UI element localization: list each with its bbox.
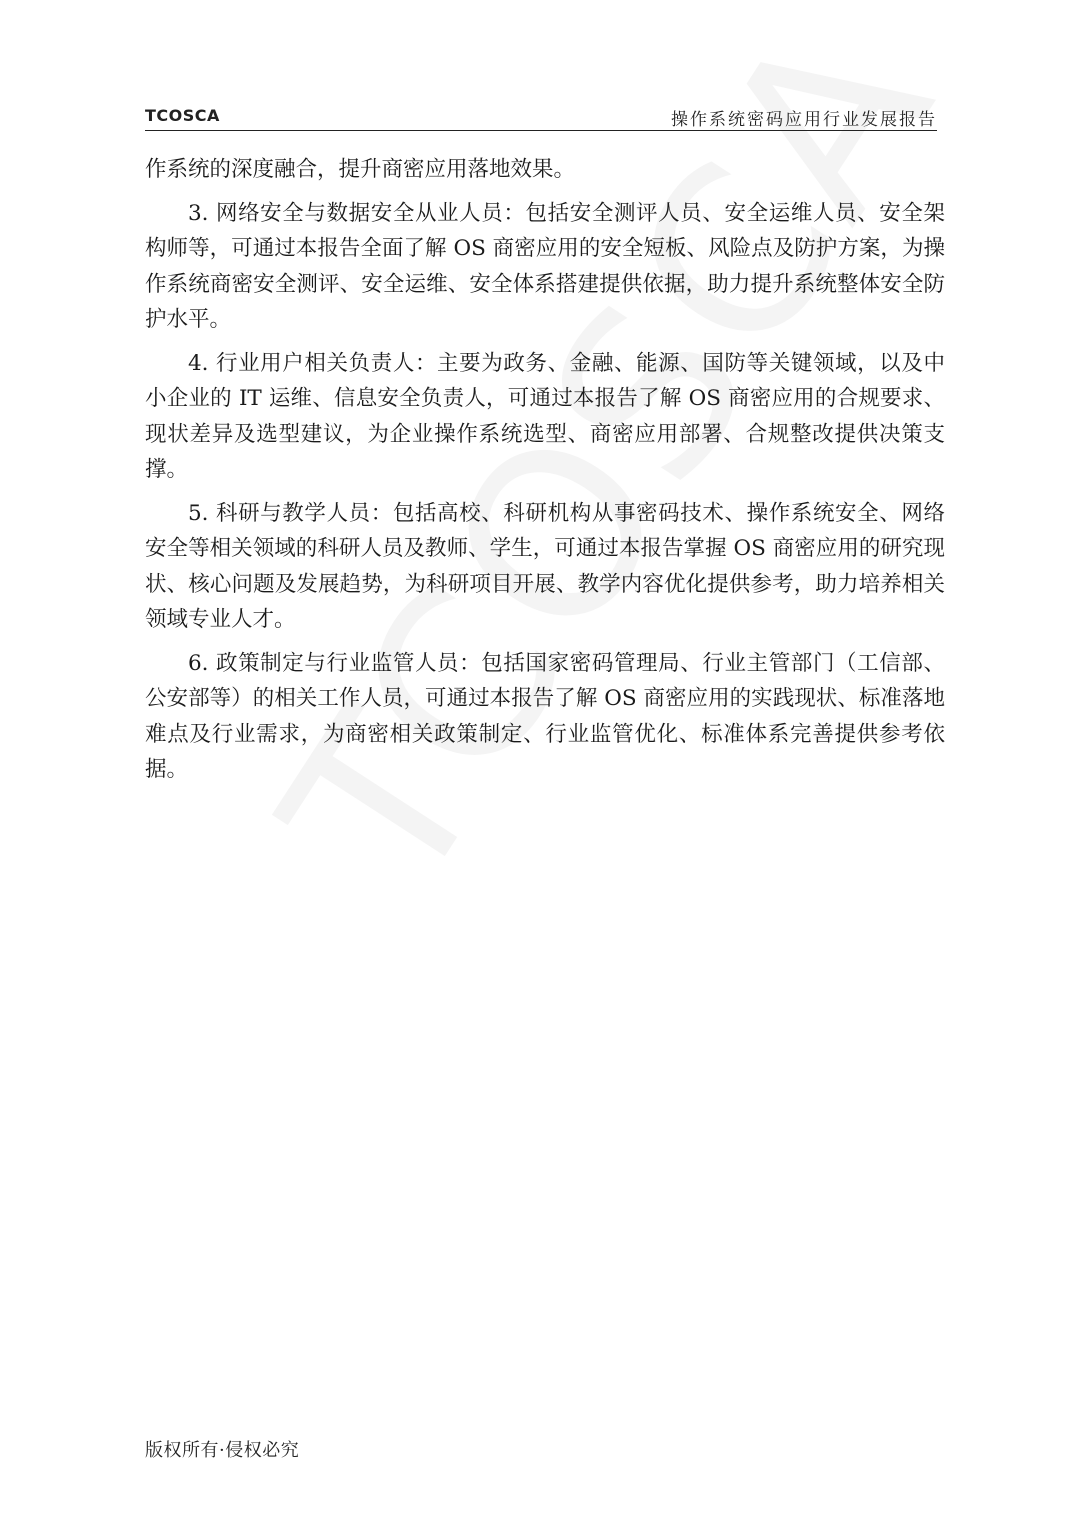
header-report-title: 操作系统密码应用行业发展报告 bbox=[671, 110, 937, 130]
paragraph-item-4: 4. 行业用户相关负责人：主要为政务、金融、能源、国防等关键领域，以及中小企业的 IT 运维、信息安全负责人，可通过本报告了解 OS 商密应用的合规要求、现状差异及选型建议，为企业操作系统选型、商密应用部署、合规整改提供决策支撑。 bbox=[145, 350, 945, 482]
page-footer-copyright: 版权所有·侵权必究 bbox=[145, 1440, 300, 1461]
page-header bbox=[145, 104, 937, 131]
body-content bbox=[145, 152, 945, 796]
paragraph-continuation: 作系统的深度融合，提升商密应用落地效果。 bbox=[145, 157, 576, 182]
paragraph-item-6: 6. 政策制定与行业监管人员：包括国家密码管理局、行业主管部门（工信部、公安部等）的相关工作人员，可通过本报告了解 OS 商密应用的实践现状、标准落地难点及行业需求，为商密相关政策制定、行业监管优化、标准体系完善提供参考依据。 bbox=[145, 650, 945, 782]
paragraph-item-5: 5. 科研与教学人员：包括高校、科研机构从事密码技术、操作系统安全、网络安全等相关领域的科研人员及教师、学生，可通过本报告掌握 OS 商密应用的研究现状、核心问题及发展趋势，为科研项目开展、教学内容优化提供参考，助力培养相关领域专业人才。 bbox=[145, 500, 945, 632]
header-org-name: TCOSCA bbox=[145, 106, 220, 125]
paragraph-item-3: 3. 网络安全与数据安全从业人员：包括安全测评人员、安全运维人员、安全架构师等，可通过本报告全面了解 OS 商密应用的安全短板、风险点及防护方案，为操作系统商密安全测评、安全运维、安全体系搭建提供依据，助力提升系统整体安全防护水平。 bbox=[145, 200, 945, 332]
